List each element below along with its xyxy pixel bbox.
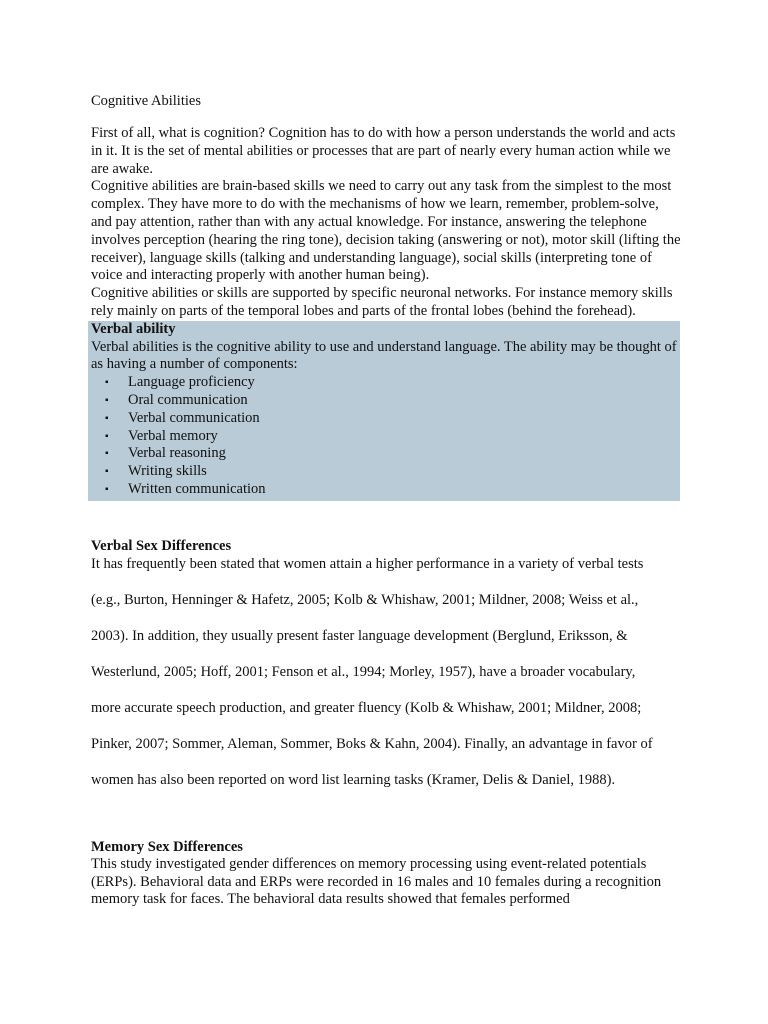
square-bullet-icon: ▪ (105, 412, 109, 424)
list-item-label: Verbal communication (128, 409, 260, 426)
document-page (91, 92, 681, 909)
list-item-label: Language proficiency (128, 374, 255, 391)
list-item (91, 374, 680, 392)
document-title: Cognitive Abilities (91, 93, 201, 109)
body-line: 2003). In addition, they usually present faster language development (Berglund, Eriksson, & (91, 627, 628, 644)
intro-paragraph: First of all, what is cognition? Cognition has to do with how a person understands the world and acts in it. It is the set of mental abilities or processes that are part of nearly every human action while we are awake. (91, 125, 676, 177)
body-line: women has also been reported on word list learning tasks (Kramer, Delis & Daniel, 1988). (91, 771, 616, 788)
body-line: Pinker, 2007; Sommer, Aleman, Sommer, Boks & Kahn, 2004). Finally, an advantage in favor of (91, 735, 653, 752)
square-bullet-icon: ▪ (105, 394, 109, 406)
intro-section (91, 125, 681, 321)
list-item (91, 392, 680, 410)
list-item-label: Writing skills (128, 463, 207, 480)
body-line: more accurate speech production, and greater fluency (Kolb & Whishaw, 2001; Mildner, 2008; (91, 699, 642, 716)
memory-sex-differences-section (91, 838, 681, 909)
square-bullet-icon: ▪ (105, 466, 109, 478)
verbal-ability-highlight-box (88, 321, 680, 501)
body-line: Westerlund, 2005; Hoff, 2001; Fenson et al., 1994; Morley, 1957), have a broader vocabulary, (91, 663, 636, 680)
verbal-components-list (91, 374, 680, 499)
intro-paragraph: Cognitive abilities or skills are supported by specific neuronal networks. For instance memory skills rely mainly on parts of the temporal lobes and parts of the frontal lobes (behind the forehead). (91, 285, 673, 319)
square-bullet-icon: ▪ (105, 483, 109, 495)
body-line: It has frequently been stated that women attain a higher performance in a variety of verbal tests (91, 555, 644, 572)
verbal-ability-text: Verbal abilities is the cognitive ability to use and understand language. The ability may be thought of as having a number of components: (91, 338, 677, 373)
list-item (91, 410, 680, 428)
memory-sex-differences-text: This study investigated gender differences on memory processing using event-related potentials (ERPs). Behavioral data and ERPs were recorded in 16 males and 10 females during a recognition memory task for faces. The behavioral data results showed that females performed (91, 855, 662, 908)
verbal-sex-differences-heading: Verbal Sex Differences (91, 537, 232, 554)
verbal-ability-heading: Verbal ability (91, 320, 176, 337)
square-bullet-icon: ▪ (105, 430, 109, 442)
list-item (91, 481, 680, 499)
memory-sex-differences-heading: Memory Sex Differences (91, 838, 243, 855)
list-item (91, 445, 680, 463)
verbal-sex-differences-section (91, 537, 681, 798)
list-item-label: Verbal memory (128, 427, 218, 444)
list-item-label: Verbal reasoning (128, 445, 226, 462)
body-line: (e.g., Burton, Henninger & Hafetz, 2005; Kolb & Whishaw, 2001; Mildner, 2008; Weiss et al., (91, 591, 639, 608)
square-bullet-icon: ▪ (105, 377, 109, 389)
list-item (91, 428, 680, 446)
list-item (91, 463, 680, 481)
intro-paragraph: Cognitive abilities are brain-based skills we need to carry out any task from the simplest to the most complex. They have more to do with the mechanisms of how we learn, remember, problem-solve, and pay attention, rather than with any actual knowledge. For instance, answering the telephone involves perception (hearing the ring tone), decision taking (answering or not), motor skill (lifting the receiver), language skills (talking and understanding language), social skills (interpreting tone of voice and interacting properly with another human being). (91, 178, 681, 284)
square-bullet-icon: ▪ (105, 448, 109, 460)
verbal-sex-differences-body (91, 546, 681, 798)
list-item-label: Oral communication (128, 391, 248, 408)
list-item-label: Written communication (128, 480, 266, 497)
